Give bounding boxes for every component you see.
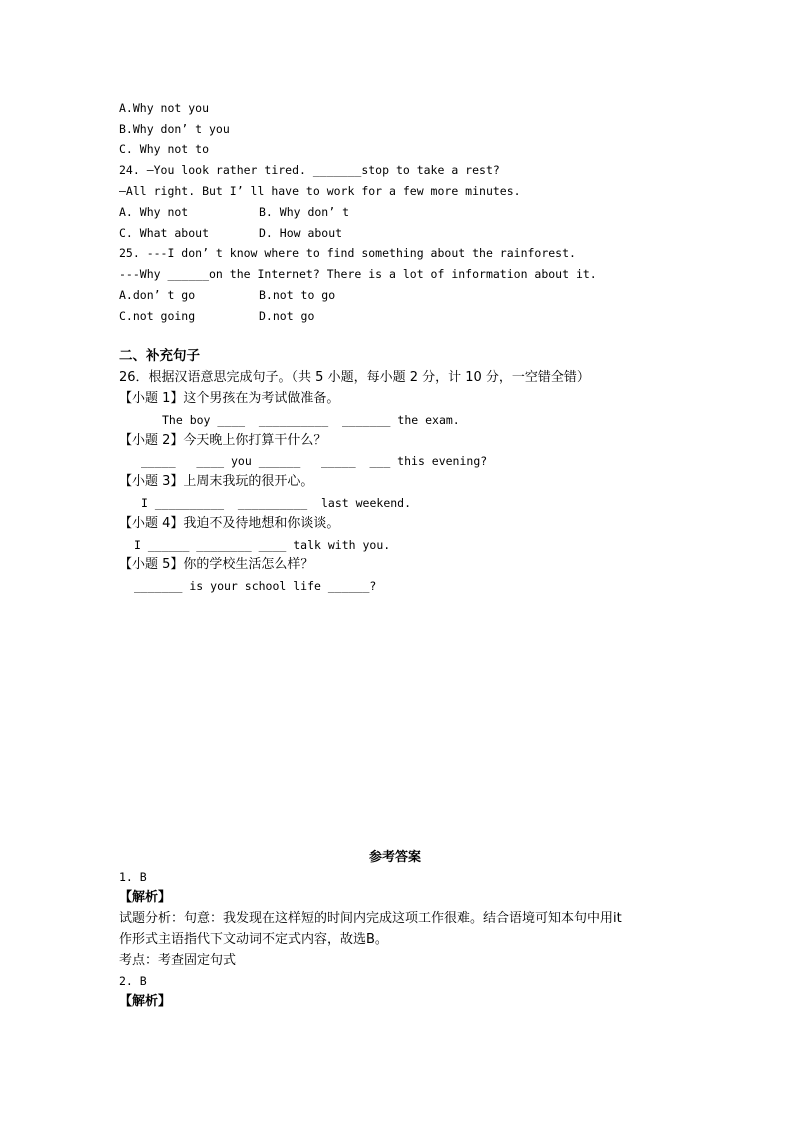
q25-option-a: A.don’ t go [119, 288, 196, 302]
subquestion-2-answer: _____ ____ you ______ _____ ___ this evening? [141, 454, 488, 468]
section-instruction: 26．根据汉语意思完成句子。（共 5 小题，每小题 2 分，计 10 分，一空错全错） [119, 370, 590, 385]
answer-1-analysis-line-2: 作形式主语指代下文动词不定式内容，故选B。 [119, 932, 388, 947]
q24-stem: 24. —You look rather tired. _______stop to take a rest? [119, 163, 500, 177]
answer-2-analysis-tag: 【解析】 [119, 994, 172, 1009]
q23-option-a: A.Why not you [119, 101, 210, 115]
q24-option-a: A. Why not [119, 205, 189, 219]
section-heading: 二、补充句子 [119, 348, 200, 364]
q24-option-b: B. Why don’ t [259, 205, 350, 219]
q23-option-c: C. Why not to [119, 142, 210, 156]
q25-option-c: C.not going [119, 309, 196, 323]
q25-reply: ---Why ______on the Internet? There is a lot of information about it. [119, 267, 597, 281]
subquestion-3-answer: I __________ __________ last weekend. [141, 496, 412, 510]
subquestion-4-label: 【小题 4】我迫不及待地想和你谈谈。 [119, 516, 340, 531]
answer-2: 2. B [119, 974, 147, 988]
q24-option-c: C. What about [119, 226, 210, 240]
answer-1-analysis-line-1: 试题分析：句意：我发现在这样短的时间内完成这项工作很难。结合语境可知本句中用it [119, 911, 622, 926]
subquestion-5-label: 【小题 5】你的学校生活怎么样？ [119, 557, 314, 572]
subquestion-5-answer: _______ is your school life ______? [134, 579, 377, 593]
subquestion-3-label: 【小题 3】上周末我玩的很开心。 [119, 474, 314, 489]
answer-1-analysis-tag: 【解析】 [119, 890, 172, 905]
subquestion-2-label: 【小题 2】今天晚上你打算干什么？ [119, 433, 327, 448]
subquestion-1-label: 【小题 1】这个男孩在为考试做准备。 [119, 391, 340, 406]
answer-1: 1. B [119, 870, 147, 884]
q25-stem: 25. ---I don’ t know where to find something about the rainforest. [119, 246, 576, 260]
q24-option-d: D. How about [259, 226, 343, 240]
subquestion-4-answer: I ______ ________ ____ talk with you. [134, 538, 391, 552]
subquestion-1-answer: The boy ____ __________ _______ the exam. [162, 413, 460, 427]
q23-option-b: B.Why don’ t you [119, 122, 230, 136]
answer-key-title: 参考答案 [369, 850, 422, 865]
q24-reply: —All right. But I’ ll have to work for a few more minutes. [119, 184, 521, 198]
q25-option-d: D.not go [259, 309, 315, 323]
q25-option-b: B.not to go [259, 288, 336, 302]
answer-1-exam-point: 考点：考查固定句式 [119, 953, 237, 968]
